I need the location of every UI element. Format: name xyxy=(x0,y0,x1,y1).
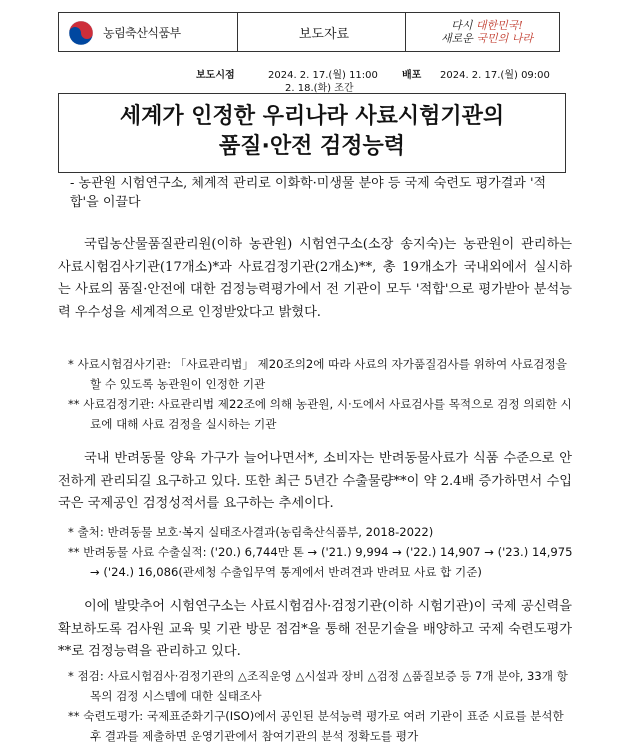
slogan-text: 국민의 나라 xyxy=(476,32,533,45)
page-title: 품질·안전 검정능력 xyxy=(218,134,406,159)
distribution-label: 배포 xyxy=(402,70,422,81)
subtitle: - 농관원 시험연구소, 체계적 관리로 이화학·미생물 분야 등 국제 숙련도 평가결과 '적합'을 이끌다 xyxy=(70,176,547,210)
footnote: ** 반려동물 사료 수출실적: ('20.) 6,744만 톤 → ('21.) 9,994 → ('22.) 14,907 → ('23.) 14,975 → ('24.) 16,086(관세청 수출입무역 통계에서 반려견과 반려묘 사료 합 기준) xyxy=(68,545,573,579)
taeguk-icon xyxy=(69,21,93,45)
slogan xyxy=(419,13,555,51)
release-paper: 2. 18.(화) 조간 xyxy=(285,83,354,94)
footnote: * 사료시험검사기관: 「사료관리법」 제20조의2에 따라 사료의 자가품질검사를 위하여 사료검정을 할 수 있도록 농관원이 인정한 기관 xyxy=(68,357,567,391)
ministry-name: 농림축산식품부 xyxy=(103,25,181,40)
footnote: ** 사료검정기관: 사료관리법 제22조에 의해 농관원, 시·도에서 사료검사를 목적으로 검정 의뢰한 시료에 대해 사료 검정을 실시하는 기관 xyxy=(68,397,572,431)
slogan-text: 다시 xyxy=(451,19,476,32)
slogan-text: 대한민국! xyxy=(475,19,523,32)
footnote: ** 숙련도평가: 국제표준화기구(ISO)에서 공인된 분석능력 평가로 여러 기관이 표준 시료를 분석한 후 결과를 제출하면 운영기관에서 참여기관의 분석 정확도를 평가 xyxy=(68,709,564,743)
footnote: * 출처: 반려동물 보호·복지 실태조사결과(농림축산식품부, 2018-2022) xyxy=(68,525,434,539)
release-time: 2024. 2. 17.(월) 11:00 xyxy=(268,70,378,81)
header-divider xyxy=(405,13,406,51)
doc-type-label: 보도자료 xyxy=(298,26,350,42)
body-paragraph: 국내 반려동물 양육 가구가 늘어나면서*, 소비자는 반려동물사료가 식품 수준으로 안전하게 관리되길 요구하고 있다. 또한 최근 5년간 수출물량**이 약 2.4배 증가하면서 수입국은 국제공인 검정성적서를 요구하는 추세이다. xyxy=(58,451,572,511)
title-box xyxy=(58,93,566,173)
footnote: * 점검: 사료시험검사·검정기관의 △조직운영 △시설과 장비 △검정 △품질보증 등 7개 분야, 33개 항목의 검정 시스템에 대한 실태조사 xyxy=(68,669,568,703)
body-paragraph: 이에 발맞추어 시험연구소는 사료시험검사·검정기관(이하 시험기관)이 국제 공신력을 확보하도록 검사원 교육 및 기관 방문 점검*을 통해 전문기술을 배양하고 국제 숙련도평가**로 검정능력을 관리하고 있다. xyxy=(58,599,572,659)
press-header xyxy=(58,12,560,52)
release-label: 보도시점 xyxy=(196,70,235,81)
distribution-time: 2024. 2. 17.(월) 09:00 xyxy=(440,70,550,81)
slogan-text: 새로운 xyxy=(440,32,477,45)
body-paragraph: 국립농산물품질관리원(이하 농관원) 시험연구소(소장 송지숙)는 농관원이 관리하는 사료시험검사기관(17개소)*과 사료검정기관(2개소)**, 총 19개소가 국내외에서 실시하는 사료의 품질·안전에 대한 검정능력평가에서 전 기관이 모두 '적합'으로 평가받아 분석능력 우수성을 세계적으로 인정받았다고 밝혔다. xyxy=(58,237,572,320)
page-title: 세계가 인정한 우리나라 사료시험기관의 xyxy=(119,104,505,129)
header-divider xyxy=(237,13,238,51)
